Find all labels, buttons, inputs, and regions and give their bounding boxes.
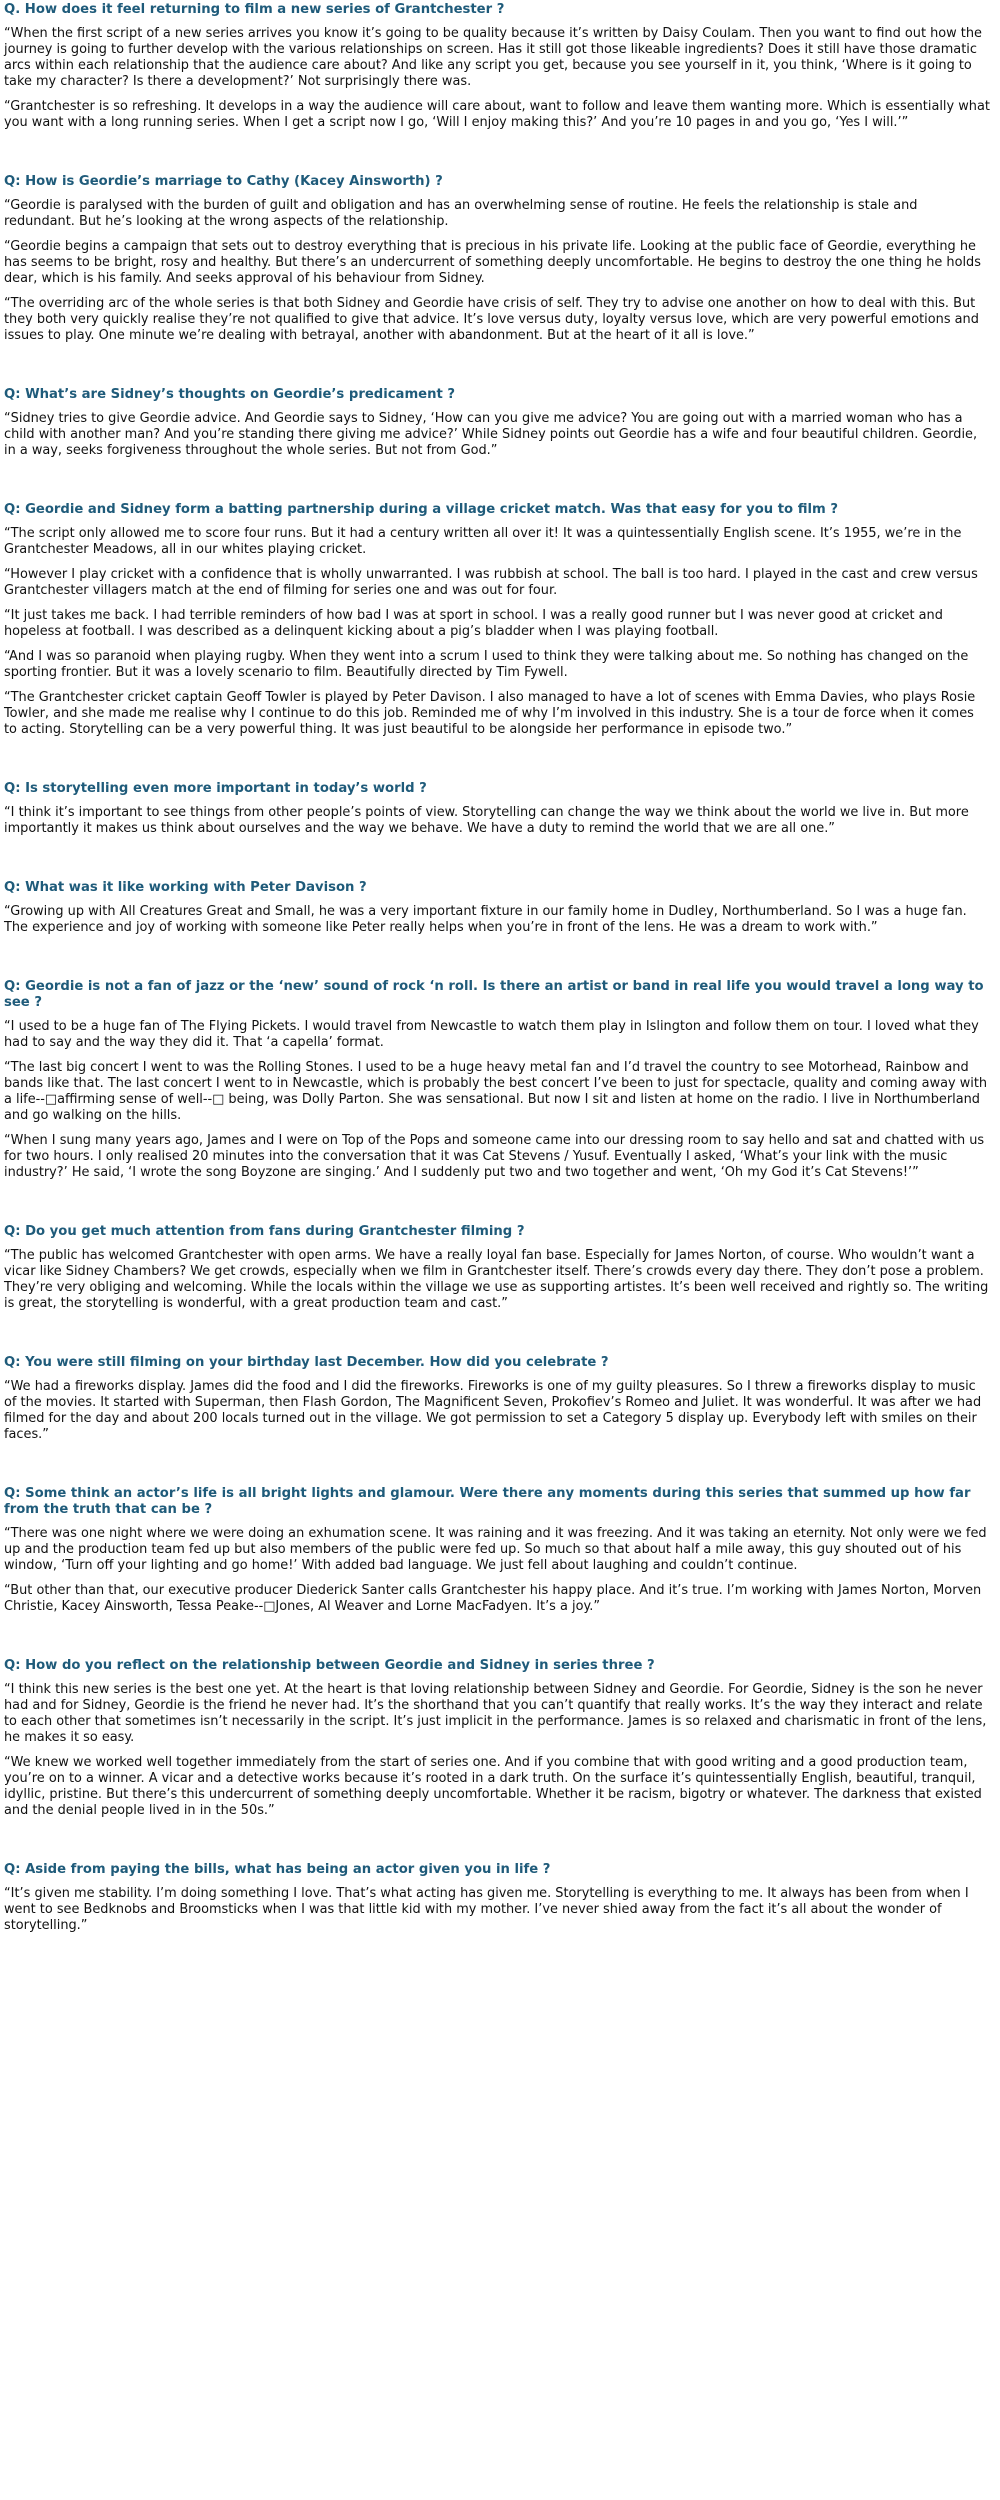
answer-paragraph: “The script only allowed me to score four runs. But it had a century written all over it! It was a quintessentially English scene. It’s 1955, we’re in the Grantchester Meadows, all in our whites playing cricket. [4, 526, 962, 557]
answer-paragraph: “There was one night where we were doing an exhumation scene. It was raining and it was freezing. And it was taking an eternity. Not only were we fed up and the production team fed up but also members of the public were fed up. So much so that about half a mile away, this guy shouted out of his window, ‘Turn off your lighting and go home!’ With added bad language. We just fell about laughing and couldn’t continue. [4, 1526, 987, 1573]
answer-paragraph: “The public has welcomed Grantchester with open arms. We have a really loyal fan base. Especially for James Norton, of course. Who wouldn’t want a vicar like Sidney Chambers? We get crowds, especially when we film in Grantchester itself. There’s crowds every day there. They don’t pose a problem. They’re very obliging and welcoming. While the locals within the village we use as supporting artistes. It’s been well received and rightly so. The writing is great, the storytelling is wonderful, with a great production team and cast.” [4, 1248, 989, 1311]
qa-section-music [4, 979, 990, 1181]
qa-section-predicament [4, 387, 990, 459]
answer-paragraph: “It’s given me stability. I’m doing something I love. That’s what acting has given me. Storytelling is everything to me. It always has been from when I went to see Bedknobs and Broomsticks when I was that little kid with my mother. I’ve never shied away from the fact it’s all about the wonder of storytelling.” [4, 1886, 969, 1933]
question-heading: Q: Geordie and Sidney form a batting partnership during a village cricket match. Was that easy for you to film ? [4, 502, 838, 517]
question-heading: Q: What’s are Sidney’s thoughts on Geordie’s predicament ? [4, 387, 456, 402]
question-heading: Q: What was it like working with Peter Davison ? [4, 880, 367, 895]
answer-paragraph: “Sidney tries to give Geordie advice. And Geordie says to Sidney, ‘How can you give me advice? You are going out with a married woman who has a child with another man? And you’re standing there giving me advice?’ While Sidney points out Geordie has a wife and four beautiful children. Geordie, in a way, seeks forgiveness throughout the whole series. But not from God.” [4, 411, 978, 458]
qa-section-cricket [4, 502, 990, 738]
answer-paragraph: “I think it’s important to see things from other people’s points of view. Storytelling can change the way we think about the world we live in. But more importantly it makes us think about ourselves and the way we behave. We have a duty to remind the world that we are all one.” [4, 805, 969, 836]
question-heading: Q. How does it feel returning to film a new series of Grantchester ? [4, 2, 505, 17]
qa-section-birthday [4, 1355, 990, 1443]
answer-paragraph: “It just takes me back. I had terrible reminders of how bad I was at sport in school. I was a really good runner but I was never good at cricket and hopeless at football. I was described as a delinquent kicking about a pig’s bladder when I was playing football. [4, 608, 943, 639]
question-heading: Q: Is storytelling even more important in today’s world ? [4, 781, 427, 796]
question-heading: Q: How is Geordie’s marriage to Cathy (Kacey Ainsworth) ? [4, 174, 443, 189]
answer-paragraph: “Geordie begins a campaign that sets out to destroy everything that is precious in his private life. Looking at the public face of Geordie, everything he has seems to be bright, rosy and healthy. But there’s an undercurrent of something deeply uncomfortable. He begins to destroy the one thing he holds dear, which is his family. And seeks approval of his behaviour from Sidney. [4, 239, 981, 286]
qa-section-peter-davison [4, 880, 990, 936]
answer-paragraph: “Growing up with All Creatures Great and Small, he was a very important fixture in our family home in Dudley, Northumberland. So I was a huge fan. The experience and joy of working with someone like Peter really helps when you’re in front of the lens. He was a dream to work with.” [4, 904, 967, 935]
qa-section-glamour [4, 1486, 990, 1615]
answer-paragraph: “But other than that, our executive producer Diederick Santer calls Grantchester his happy place. And it’s true. I’m working with James Norton, Morven Christie, Kacey Ainsworth, Tessa Peake--□Jones, Al Weaver and Lorne MacFadyen. It’s a joy.” [4, 1583, 982, 1614]
question-heading: Q: Do you get much attention from fans during Grantchester filming ? [4, 1224, 525, 1239]
question-heading: Q: Geordie is not a fan of jazz or the ‘new’ sound of rock ‘n roll. Is there an artist or band in real life you would travel a long way to see ? [4, 979, 984, 1010]
qa-section-acting-life [4, 1862, 990, 1934]
answer-paragraph: “Grantchester is so refreshing. It develops in a way the audience will care about, want to follow and leave them wanting more. Which is essentially what you want with a long running series. When I get a script now I go, ‘Will I enjoy making this?’ And you’re 10 pages in and you go, ‘Yes I will.’” [4, 99, 990, 130]
answer-paragraph: “The last big concert I went to was the Rolling Stones. I used to be a huge heavy metal fan and I’d travel the country to see Motorhead, Rainbow and bands like that. The last concert I went to in Newcastle, which is probably the best concert I’ve been to just for spectacle, quality and coming away with a life--□affirming sense of well--□ being, was Dolly Parton. She was sensational. But now I sit and listen at home on the radio. I live in Northumberland and go walking on the hills. [4, 1060, 988, 1123]
qa-section-relationship [4, 1658, 990, 1819]
question-heading: Q: How do you reflect on the relationship between Geordie and Sidney in series three ? [4, 1658, 655, 1673]
qa-section-storytelling [4, 781, 990, 837]
answer-paragraph: “We had a fireworks display. James did the food and I did the fireworks. Fireworks is one of my guilty pleasures. So I threw a fireworks display to music of the movies. It started with Superman, then Flash Gordon, The Magnificent Seven, Prokofiev’s Romeo and Juliet. It was wonderful. It was after we had filmed for the day and about 200 locals turned out in the village. We got permission to set a Category 5 display up. Everybody left with smiles on their faces.” [4, 1379, 982, 1442]
answer-paragraph: “The overriding arc of the whole series is that both Sidney and Geordie have crisis of self. They try to advise one another on how to deal with this. But they both very quickly realise they’re not qualified to give that advice. It’s love versus duty, loyalty versus love, which are very powerful emotions and issues to play. One minute we’re dealing with betrayal, another with abandonment. But at the heart of it all is love.” [4, 296, 979, 343]
answer-paragraph: “Geordie is paralysed with the burden of guilt and obligation and has an overwhelming sense of routine. He feels the relationship is stale and redundant. But he’s looking at the wrong aspects of the relationship. [4, 198, 918, 229]
answer-paragraph: “We knew we worked well together immediately from the start of series one. And if you combine that with good writing and a good production team, you’re on to a winner. A vicar and a detective works because it’s rooted in a dark truth. On the surface it’s quintessentially English, beautiful, tranquil, idyllic, pristine. But there’s this undercurrent of something deeply uncomfortable. Whether it be racism, bigotry or whatever. The darkness that existed and the denial people lived in in the 50s.” [4, 1755, 982, 1818]
answer-paragraph: “When I sung many years ago, James and I were on Top of the Pops and someone came into our dressing room to say hello and sat and chatted with us for two hours. I only realised 20 minutes into the conversation that it was Cat Stevens / Yusuf. Eventually I asked, ‘What’s your link with the music industry?’ He said, ‘I wrote the song Boyzone are singing.’ And I suddenly put two and two together and went, ‘Oh my God it’s Cat Stevens!’” [4, 1133, 985, 1180]
question-heading: Q: Aside from paying the bills, what has being an actor given you in life ? [4, 1862, 551, 1877]
qa-section-marriage [4, 174, 990, 344]
answer-paragraph: “When the first script of a new series arrives you know it’s going to be quality because it’s written by Daisy Coulam. Then you want to find out how the journey is going to further develop with the various relationships on screen. Has it still got those likeable ingredients? Does it still have those dramatic arcs within each relationship that the audience care about? And like any script you get, because you see yourself in it, you think, ‘Where is it going to take my character? Is there a development?’ Not surprisingly there was. [4, 26, 982, 89]
question-heading: Q: You were still filming on your birthday last December. How did you celebrate ? [4, 1355, 609, 1370]
answer-paragraph: “I think this new series is the best one yet. At the heart is that loving relationship between Sidney and Geordie. For Geordie, Sidney is the son he never had and for Sidney, Geordie is the friend he never had. It’s the shorthand that you can’t quantify that really works. It’s the way they interact and relate to each other that sometimes isn’t necessarily in the script. It’s just implicit in the performance. James is so relaxed and charismatic in front of the lens, he makes it so easy. [4, 1682, 987, 1745]
qa-section-returning [4, 2, 990, 131]
qa-section-fans [4, 1224, 990, 1312]
answer-paragraph: “The Grantchester cricket captain Geoff Towler is played by Peter Davison. I also managed to have a lot of scenes with Emma Davies, who plays Rosie Towler, and she made me realise why I continue to do this job. Reminded me of why I’m involved in this industry. She is a tour de force when it comes to acting. Storytelling can be a very powerful thing. It was just beautiful to be alongside her performance in episode two.” [4, 690, 976, 737]
answer-paragraph: “However I play cricket with a confidence that is wholly unwarranted. I was rubbish at school. The ball is too hard. I played in the cast and crew versus Grantchester villagers match at the end of filming for series one and was out for four. [4, 567, 978, 598]
answer-paragraph: “I used to be a huge fan of The Flying Pickets. I would travel from Newcastle to watch them play in Islington and follow them on tour. I loved what they had to say and the way they did it. That ‘a capella’ format. [4, 1019, 979, 1050]
question-heading: Q: Some think an actor’s life is all bright lights and glamour. Were there any moments during this series that summed up how far from the truth that can be ? [4, 1486, 971, 1517]
answer-paragraph: “And I was so paranoid when playing rugby. When they went into a scrum I used to think they were talking about me. So nothing has changed on the sporting frontier. But it was a lovely scenario to film. Beautifully directed by Tim Fywell. [4, 649, 969, 680]
